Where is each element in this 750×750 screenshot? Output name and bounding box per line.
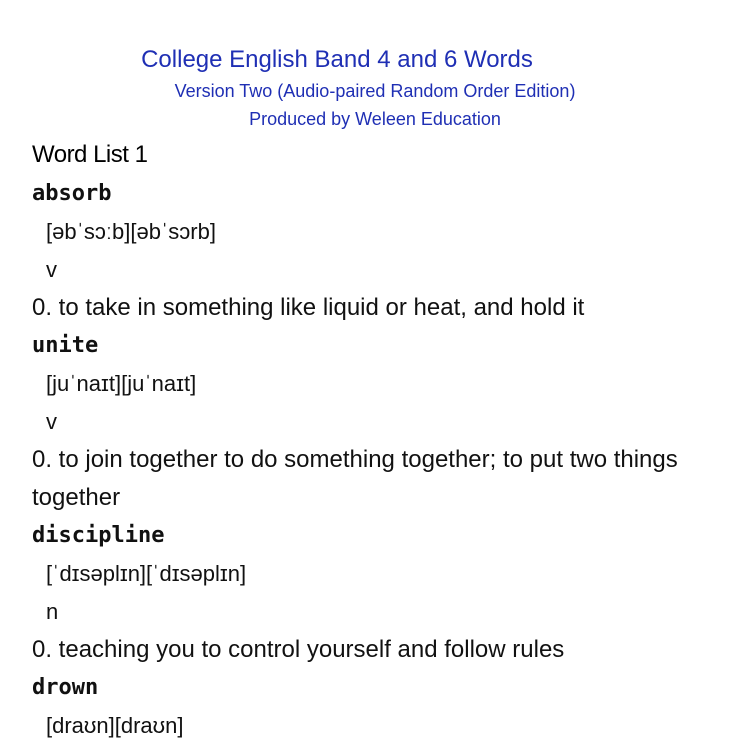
entry-definition: 0. to take in something like liquid or heat, and hold it <box>32 294 585 321</box>
word-entry <box>32 327 722 517</box>
entry-word: absorb <box>32 181 112 206</box>
word-list-title: Word List 1 <box>32 141 148 168</box>
word-entry <box>32 175 722 327</box>
document-subtitle: Version Two (Audio-paired Random Order Edition) <box>174 81 576 101</box>
word-entry <box>32 517 722 669</box>
document-title: College English Band 4 and 6 Words <box>141 46 533 73</box>
entry-part-of-speech: v <box>46 257 57 282</box>
entry-definition: 0. teaching you to control yourself and follow rules <box>32 636 565 663</box>
entry-word: discipline <box>32 523 165 548</box>
entry-part-of-speech: v <box>46 409 57 434</box>
entry-phonetic: [əbˈsɔːb][əbˈsɔrb] <box>46 219 216 244</box>
entry-part-of-speech: n <box>46 599 59 624</box>
entry-phonetic: [juˈnaɪt][juˈnaɪt] <box>46 371 197 396</box>
entry-word: drown <box>32 675 99 700</box>
document-producer: Produced by Weleen Education <box>249 109 501 129</box>
word-entry <box>32 669 722 745</box>
entry-phonetic: [ˈdɪsəplɪn][ˈdɪsəplɪn] <box>46 561 247 586</box>
word-entries <box>32 175 722 745</box>
entry-definition: 0. to join together to do something together; to put two things together <box>32 446 678 511</box>
entry-phonetic: [draʊn][draʊn] <box>46 713 184 738</box>
entry-word: unite <box>32 333 99 358</box>
